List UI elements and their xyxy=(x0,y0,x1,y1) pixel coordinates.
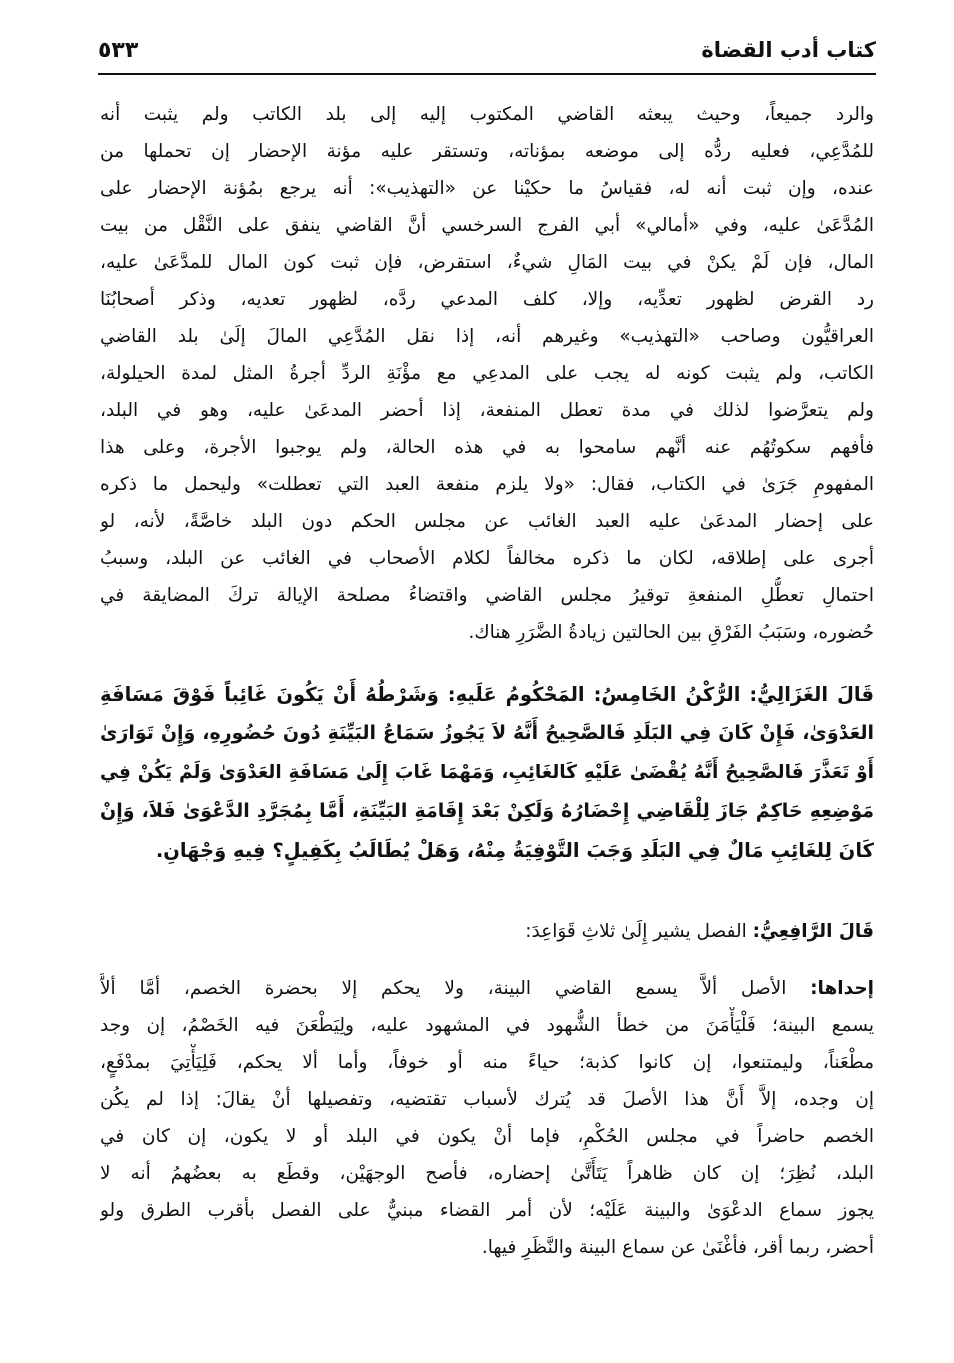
rafii-label: قَالَ الرَّافِعِيُّ: xyxy=(752,921,874,942)
matn-line: مَوْضِعِهِ حَاكِمٌ جَازَ لِلْقَاضِي إِحْضَارُهُ وَلَكِنْ بَعْدَ إِقَامَةِ البَيِّنَةِ، أَمَّا بِمُجَرَّدِ الدَّعْوَىٰ فَلاَ، وَإِنْ xyxy=(100,800,874,822)
text-line xyxy=(100,970,874,1007)
text-line: والرد جميعاً، وحيث يبعثه القاضي المكتوب إليه إلى بلد الكاتب ولم يثبت أنه xyxy=(100,104,874,125)
text-line: الكاتب، ولم يثبت كونه له يجب على المدعِي مع مؤْنَةِ الردِّ أجرةُ المثل لمدة الحيلولة، xyxy=(100,363,874,384)
text-line: حُضوره، وسَبَبُ الفَرْقِ بين الحالتين زيادةُ الضَّرَرِ هناك. xyxy=(468,622,874,643)
header-divider xyxy=(98,73,876,75)
text-line: عنده، وإن ثبت أنه له، فقياسُ ما حكيْنا عن «التهذيب»: أنه يرجع بمُؤنة الإحضار على xyxy=(100,178,874,199)
text-line xyxy=(100,913,874,950)
first-rule-paragraph xyxy=(100,970,874,1266)
text-line: أجرى على إطلاقه، لكان ما ذكره مخالفاً لكلام الأصحاب في الغائب عن البلد، وسببُ xyxy=(100,548,874,569)
matn-line: العَدْوَىٰ، فَإِنْ كَانَ فِي البَلَدِ فَالصَّحِيحُ أَنَّهُ لاَ يَجُوزُ سَمَاعُ البَيِّنَةِ دُونَ حُضُورِهِ، وَإِنْ تَوَارَىٰ xyxy=(100,722,874,744)
text-line: رد القرض لظهور تعدِّيه، وإلا، كلف المدعي ردَّه، لظهور تعديه، وذكر أصحابُنَا xyxy=(100,289,874,310)
rafii-intro: الفصل يشير إِلَىٰ ثلاثِ قَوَاعِدَ: xyxy=(525,921,747,942)
text-line: المال، فإن لَمْ يكنْ في بيت المَالِ شيءٌ، استقرض، فإن ثبت كون المال للمدَّعَىٰ عليه، xyxy=(100,252,874,273)
book-title: كتاب أدب القضاة xyxy=(701,38,876,62)
text-line: الخصم حاضراً في مجلس الحُكْمِ، فإما أنْ يكون في البلد أو لا يكون، إن كان في xyxy=(100,1126,874,1147)
text-line: البلد، نُظِرَ؛ إن كان ظاهراً يَتَأَتَّىٰ إحضاره، فأصح الوجهَيْن، وقطَع به بعضُهمُ أنه لا xyxy=(100,1163,874,1184)
rafii-heading-paragraph xyxy=(100,913,874,950)
text-line: المفهومِ جَرَىٰ في الكتاب، فقال: «ولا يلزم منفعة العبد التي تعطلت» وليحمل ما ذكره xyxy=(100,474,874,495)
matn-line: قَالَ الغَزَالِيُّ: الرُّكْنُ الخَامِسُ: المَحْكُومُ عَلَيهِ: وَشَرْطُهُ أَنْ يَكُونَ غَائِباً فَوْقَ مَسَافَةِ xyxy=(100,683,874,706)
ghazali-matn-paragraph xyxy=(100,675,874,870)
text-line: المُدَّعَىٰ عليه، وفي «أمالي» أبي الفرج السرخسي أنَّ القاضي ينفق على النَّقْل من بيت xyxy=(100,215,874,236)
page-header xyxy=(98,30,876,70)
text-line: العراقيُّون وصاحب «التهذيب» وغيرهم أنه، إذا نقل المُدَّعِي المالَ إلَىٰ بلد القاضي xyxy=(100,326,874,347)
text-line: أحضر، ربما أقر، فأغْنَىٰ عن سماع البينة والنَّظَرِ فيها. xyxy=(481,1237,874,1258)
rule-label: إحداها: xyxy=(810,978,874,999)
text-line: إن وجده، إلاَّ أَنَّ هذا الأصلَ قد يُترك لأسباب تقتضيه، وتفصيلها أنْ يقالَ: إذا لم يكُن xyxy=(100,1089,874,1110)
text-line: على إحضار المدعَىٰ عليه العبد الغائب عن مجلس الحكم دون البلد خاصَّةً، لأنه، لو xyxy=(100,511,874,532)
text-line: للمُدَّعِي، فعليه ردُّه إلى موضعه بمؤناته، وتستقر عليه مؤنة الإحضار إن تحملها من xyxy=(100,141,874,162)
text-line: ولم يتعرَّضوا لذلك في مدة تعطل المنفعة، إذا أحضر المدعَىٰ عليه، وهو في البلد، xyxy=(100,400,874,421)
text-line: يجوز سماع الدعْوَىٰ والبينة عَلَيْه؛ لأن أمر القضاء مبنيٌّ على الفصل بأقرب الطرق ولو xyxy=(100,1200,874,1221)
text-line: مطْعَناً، وليمتنعوا، إن كانوا كذبة؛ حياءً منه أو خوفاً، وأما ألا يحكم، فَلِيَأْتِيَ بمدْفَعٍ، xyxy=(100,1052,874,1073)
page-number: ٥٣٣ xyxy=(98,37,139,63)
text-line: احتمالِ تعطُّلِ المنفعةِ توقيرُ مجلس القاضي واقتضاءُ مصلحة الإيالة تركَ المضايقة في xyxy=(100,585,874,606)
matn-line: كَانَ لِلغَائِبِ مَالٌ فِي البَلَدِ وَجَبَ التَّوْفِيَةُ مِنْهُ، وَهَلْ يُطَالَبُ بِكَفِيلٍ؟ فِيهِ وَجْهَانِ. xyxy=(155,839,874,862)
text-line: فأفهم سكوتُهُم عنه أنَّهم سامحوا به في هذه الحالة، ولم يوجبوا الأجرة، وعلى هذا xyxy=(100,437,874,458)
commentary-paragraph xyxy=(100,96,874,651)
rule-first-line: الأصل ألاَّ يسمع القاضي البينة، ولا يحكم إلا بحضرة الخصم، أمَّا ألاَّ xyxy=(100,978,787,999)
text-line: يسمع البينة؛ فَلْيَأْمَنَ من خطأ الشُّهود في المشهود عليه، ولِيَطْعَنَ فيه الخَصْمُ، إن وجد xyxy=(100,1015,874,1036)
matn-line: أَوْ تَعَذَّرَ فَالصَّحِيحُ أَنَّهُ يُقْضَىٰ عَلَيْهِ كَالغَائِبِ، وَمَهْمَا غَابَ إِلَىٰ مَسَافَةِ العَدْوَىٰ وَلَمْ يَكُنْ فِي xyxy=(100,762,874,783)
